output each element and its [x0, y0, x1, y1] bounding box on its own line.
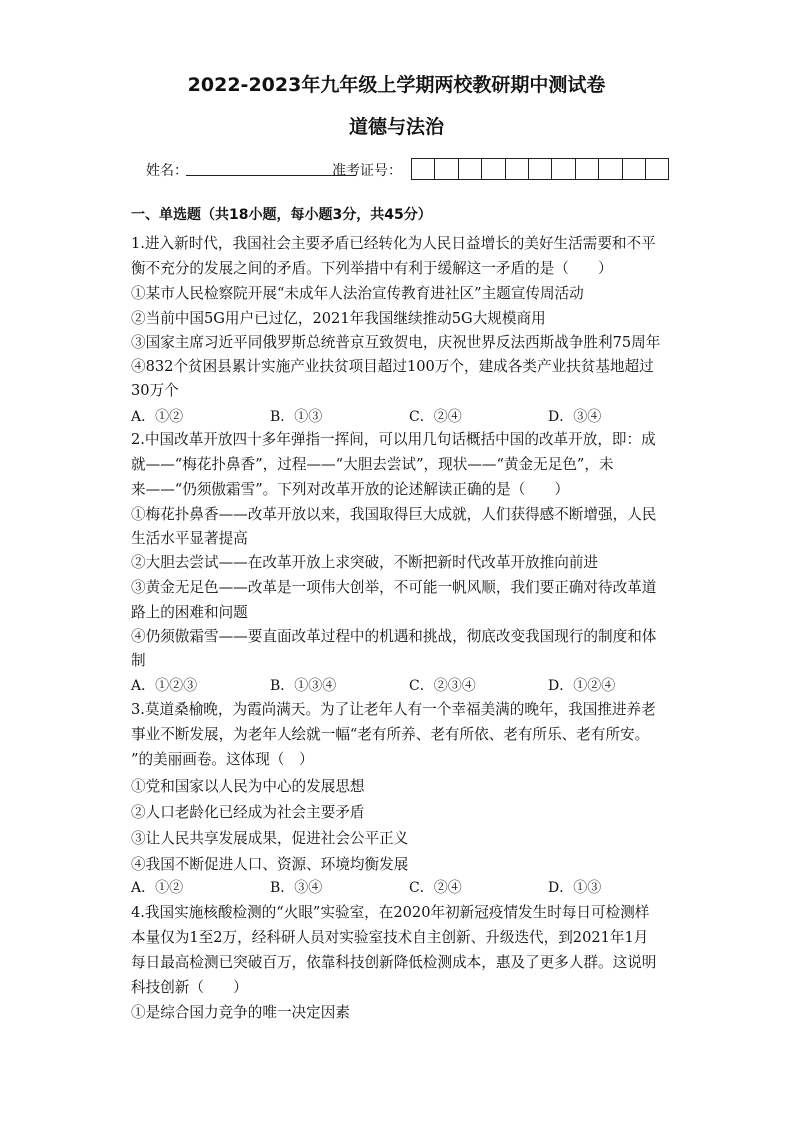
answer-options: [131, 407, 671, 427]
answer-options: [131, 676, 671, 696]
option-a[interactable]: A．①②: [131, 409, 184, 425]
option-a[interactable]: A．①②③: [131, 678, 198, 694]
question-line: 4.我国实施核酸检测的“火眼”实验室，在2020年初新冠疫情发生时每日可检测样: [131, 904, 650, 921]
digit-box[interactable]: [528, 158, 552, 180]
digit-box[interactable]: [645, 158, 669, 180]
digit-box[interactable]: [575, 158, 599, 180]
question-line: 本量仅为1至2万，经科研人员对实验室技术自主创新、升级迭代，到2021年1月: [131, 929, 649, 946]
option-b[interactable]: B．①③④: [270, 678, 337, 694]
question-line: ①梅花扑鼻香——改革开放以来，我国取得巨大成就，人们获得感不断增强，人民: [131, 506, 657, 523]
digit-box[interactable]: [505, 158, 529, 180]
option-c[interactable]: C．②④: [409, 409, 462, 425]
question-line: ”的美丽画卷。这体现（ ）: [131, 751, 314, 768]
option-d[interactable]: D．③④: [548, 409, 602, 425]
question-line: 1.进入新时代，我国社会主要矛盾已经转化为人民日益增长的美好生活需要和不平: [131, 235, 656, 252]
option-c[interactable]: C．②④: [409, 880, 462, 896]
question-line: 每日最高检测已突破百万，依靠科技创新降低检测成本，惠及了更多人群。这说明: [131, 954, 657, 971]
question-line: 事业不断发展，为老年人绘就一幅“老有所养、老有所依、老有所乐、老有所安。: [131, 726, 650, 743]
question-line: 就——“梅花扑鼻香”，过程——“大胆去尝试”，现状——“黄金无足色”，未: [131, 456, 614, 473]
question-line: ①党和国家以人民为中心的发展思想: [131, 778, 365, 795]
exam-title: 2022-2023年九年级上学期两校教研期中测试卷: [187, 74, 606, 96]
answer-options: [131, 878, 671, 898]
option-b[interactable]: B．③④: [270, 880, 323, 896]
section-heading: 一、单选题（共18小题，每小题3分，共45分）: [131, 207, 432, 223]
question-line: ①是综合国力竞争的唯一决定因素: [131, 1004, 350, 1021]
digit-box[interactable]: [411, 158, 435, 180]
digit-box[interactable]: [481, 158, 505, 180]
question-line: ②当前中国5G用户已过亿，2021年我国继续推动5G大规模商用: [131, 310, 546, 327]
option-d[interactable]: D．①③: [548, 880, 602, 896]
question-line: ③让人民共享发展成果，促进社会公平正义: [131, 830, 409, 847]
digit-box[interactable]: [622, 158, 646, 180]
option-c[interactable]: C．②③④: [409, 678, 476, 694]
question-line: 2.中国改革开放四十多年弹指一挥间，可以用几句话概括中国的改革开放，即：成: [131, 431, 656, 448]
digit-box[interactable]: [458, 158, 482, 180]
name-field[interactable]: [186, 175, 356, 176]
exam-number-boxes[interactable]: [412, 158, 669, 180]
question-line: 30万个: [131, 382, 179, 399]
candidate-info: [146, 158, 666, 180]
option-b[interactable]: B．①③: [270, 409, 323, 425]
option-a[interactable]: A．①②: [131, 880, 184, 896]
question-line: ①某市人民检察院开展“未成年人法治宣传教育进社区”主题宣传周活动: [131, 285, 584, 302]
digit-box[interactable]: [598, 158, 622, 180]
question-line: ④我国不断促进人口、资源、环境均衡发展: [131, 856, 409, 873]
subject-title: 道德与法治: [348, 116, 444, 138]
question-line: 衡不充分的发展之间的矛盾。下列举措中有利于缓解这一矛盾的是（ ）: [131, 260, 613, 277]
question-line: ④仍须傲霜雪——要直面改革过程中的机遇和挑战，彻底改变我国现行的制度和体: [131, 628, 657, 645]
question-line: ③黄金无足色——改革是一项伟大创举，不可能一帆风顺，我们要正确对待改革道: [131, 579, 657, 596]
name-label: 姓名：: [146, 163, 188, 179]
digit-box[interactable]: [551, 158, 575, 180]
question-line: 制: [131, 652, 146, 669]
exam-number-label: 准考证号：: [332, 163, 402, 179]
question-line: 路上的困难和问题: [131, 604, 248, 621]
question-line: ②大胆去尝试——在改革开放上求突破，不断把新时代改革开放推向前进: [131, 554, 599, 571]
question-line: 科技创新（ ）: [131, 979, 248, 996]
option-d[interactable]: D．①②④: [548, 678, 616, 694]
question-line: ②人口老龄化已经成为社会主要矛盾: [131, 804, 365, 821]
digit-box[interactable]: [434, 158, 458, 180]
question-line: 来——“仍须傲霜雪”。下列对改革开放的论述解读正确的是（ ）: [131, 481, 570, 498]
question-line: 3.莫道桑榆晚，为霞尚满天。为了让老年人有一个幸福美满的晚年，我国推进养老: [131, 701, 656, 718]
question-line: ④832个贫困县累计实施产业扶贫项目超过100万个，建成各类产业扶贫基地超过: [131, 358, 654, 375]
question-line: 生活水平显著提高: [131, 530, 248, 547]
question-line: ③国家主席习近平同俄罗斯总统普京互致贺电，庆祝世界反法西斯战争胜利75周年: [131, 334, 661, 351]
